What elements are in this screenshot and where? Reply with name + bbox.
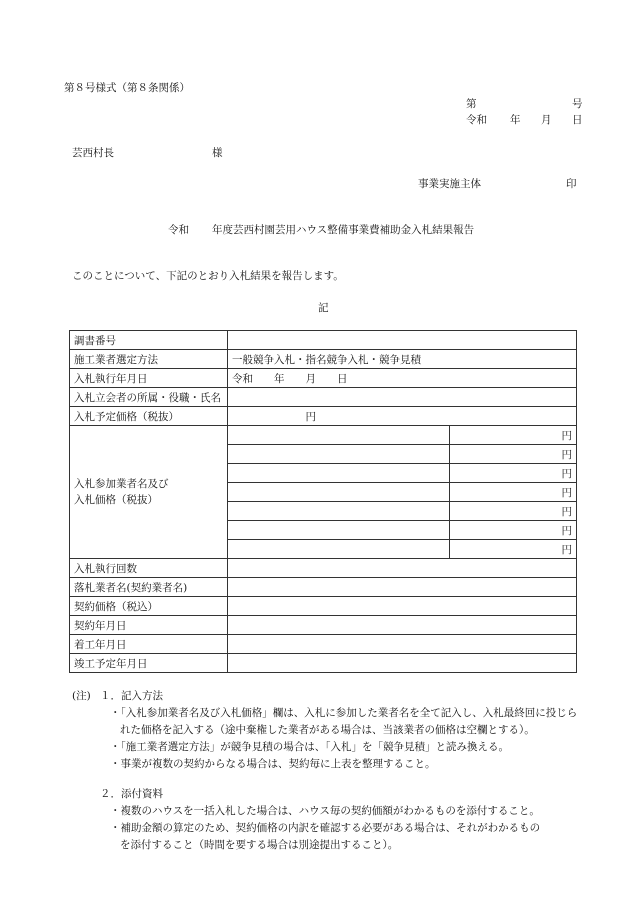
row-value: 令和 年 月 日 bbox=[228, 369, 577, 388]
row-label: 入札執行年月日 bbox=[70, 369, 228, 388]
notes-section1-title: １．記入方法 bbox=[100, 690, 163, 702]
date-hi: 日 bbox=[572, 114, 583, 126]
bidder-price-cell: 円 bbox=[450, 426, 577, 445]
addressee-name: 芸西村長 bbox=[72, 147, 114, 159]
notes-prefix: (注) bbox=[72, 690, 91, 702]
notes-item: ・「施工業者選定方法」が競争見積の場合は、「入札」を「競争見積」と読み換える。 bbox=[110, 741, 509, 753]
row-label: 調書番号 bbox=[70, 331, 228, 350]
row-value: 一般競争入札・指名競争入札・競争見積 bbox=[228, 350, 577, 369]
row-label: 竣工予定年月日 bbox=[70, 654, 228, 673]
date-nen: 年 bbox=[510, 114, 521, 126]
bidder-name-cell bbox=[228, 483, 450, 502]
notes-item: を添付すること（時間を要する場合は別途提出すること）。 bbox=[120, 839, 399, 851]
bidder-price-cell: 円 bbox=[450, 502, 577, 521]
row-label: 入札執行回数 bbox=[70, 559, 228, 578]
row-label: 契約価格（税込） bbox=[70, 597, 228, 616]
date-era: 令和 bbox=[466, 114, 487, 126]
bidder-price-cell: 円 bbox=[450, 445, 577, 464]
row-value bbox=[228, 578, 577, 597]
addressee-sama: 様 bbox=[212, 147, 223, 159]
doc-number-go: 号 bbox=[572, 98, 583, 110]
bidder-price-cell: 円 bbox=[450, 540, 577, 559]
form-number: 第８号様式（第８条関係） bbox=[64, 82, 190, 94]
row-value bbox=[228, 559, 577, 578]
applicant-label: 事業実施主体 bbox=[418, 178, 481, 190]
row-value bbox=[228, 616, 577, 635]
row-label: 落札業者名(契約業者名) bbox=[70, 578, 228, 597]
notes-item: ・事業が複数の契約からなる場合は、契約毎に上表を整理すること。 bbox=[110, 758, 436, 770]
row-label: 着工年月日 bbox=[70, 635, 228, 654]
table-row bbox=[70, 635, 577, 654]
bidder-row bbox=[70, 426, 577, 445]
table-row bbox=[70, 559, 577, 578]
row-label: 入札立会者の所属・役職・氏名 bbox=[70, 388, 228, 407]
intro-text: このことについて、下記のとおり入札結果を報告します。 bbox=[72, 270, 344, 282]
bidder-price-cell: 円 bbox=[450, 521, 577, 540]
table-row bbox=[70, 369, 577, 388]
bidder-name-cell bbox=[228, 540, 450, 559]
bidder-name-cell bbox=[228, 521, 450, 540]
ki-label: 記 bbox=[318, 302, 329, 314]
table-row bbox=[70, 578, 577, 597]
row-label: 施工業者選定方法 bbox=[70, 350, 228, 369]
bidders-label-line1: 入札参加業者名及び bbox=[74, 478, 169, 490]
row-label: 契約年月日 bbox=[70, 616, 228, 635]
row-label: 入札予定価格（税抜） bbox=[70, 407, 228, 426]
row-value bbox=[228, 597, 577, 616]
bidder-name-cell bbox=[228, 502, 450, 521]
row-value bbox=[228, 635, 577, 654]
bidder-price-cell: 円 bbox=[450, 464, 577, 483]
notes-section2-title: ２．添付資料 bbox=[100, 788, 163, 800]
row-value bbox=[228, 654, 577, 673]
date-tsuki: 月 bbox=[541, 114, 552, 126]
notes-item: ・複数のハウスを一括入札した場合は、ハウス毎の契約価額がわかるものを添付すること。 bbox=[110, 805, 540, 817]
title-era: 令和 bbox=[168, 224, 189, 236]
bidder-price-cell: 円 bbox=[450, 483, 577, 502]
row-value bbox=[228, 388, 577, 407]
bidder-name-cell bbox=[228, 464, 450, 483]
table-row bbox=[70, 407, 577, 426]
table-row bbox=[70, 350, 577, 369]
row-value bbox=[228, 331, 577, 350]
notes-item: れた価格を記入する（途中棄権した業者がある場合は、当該業者の価格は空欄とする）。 bbox=[120, 724, 535, 736]
row-value: 円 bbox=[228, 407, 577, 426]
table-row bbox=[70, 597, 577, 616]
bidder-name-cell bbox=[228, 426, 450, 445]
table-row bbox=[70, 388, 577, 407]
table-row bbox=[70, 616, 577, 635]
bidders-label-line2: 入札価格（税抜） bbox=[74, 494, 158, 506]
doc-number-dai: 第 bbox=[466, 98, 477, 110]
table-row bbox=[70, 654, 577, 673]
result-table bbox=[69, 330, 577, 673]
seal-mark: 印 bbox=[566, 178, 577, 190]
bidder-name-cell bbox=[228, 445, 450, 464]
notes-item: ・「入札参加業者名及び入札価格」欄は、入札に参加した業者名を全て記入し、入札最終回に投じら bbox=[110, 707, 578, 719]
bidders-label bbox=[70, 426, 228, 559]
report-title: 年度芸西村園芸用ハウス整備事業費補助金入札結果報告 bbox=[212, 224, 475, 236]
notes-item: ・補助金額の算定のため、契約価格の内訳を確認する必要がある場合は、それがわかるもの bbox=[110, 822, 541, 834]
table-row bbox=[70, 331, 577, 350]
